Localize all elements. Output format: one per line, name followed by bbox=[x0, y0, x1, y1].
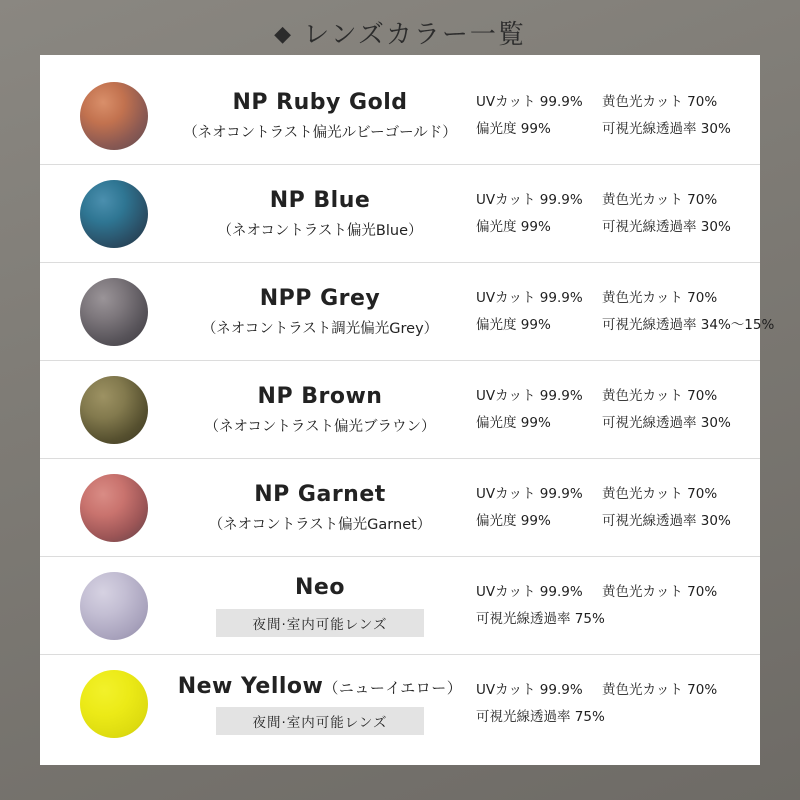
lens-name-jp: （ネオコントラスト偏光Blue） bbox=[217, 223, 423, 240]
lens-name-en: NP Blue bbox=[269, 187, 371, 213]
lens-color-swatch bbox=[80, 180, 148, 248]
spec-polarization: 偏光度 99% bbox=[476, 512, 551, 529]
spec-yellow-cut: 黄色光カット 70% bbox=[602, 93, 718, 110]
spec-uv: UVカット 99.9% bbox=[476, 191, 583, 208]
name-cell bbox=[170, 673, 470, 736]
swatch-cell bbox=[58, 278, 170, 346]
lens-color-swatch bbox=[80, 670, 148, 738]
lens-name-jp: （ネオコントラスト偏光Garnet） bbox=[208, 517, 432, 534]
spec-yellow-cut: 黄色光カット 70% bbox=[602, 583, 718, 600]
swatch-cell bbox=[58, 180, 170, 248]
diamond-icon: ◆ bbox=[274, 22, 294, 47]
table-row bbox=[40, 263, 775, 361]
spec-polarization: 偏光度 99% bbox=[476, 414, 551, 431]
spec-cell bbox=[470, 481, 746, 535]
spec-column-left bbox=[476, 383, 602, 437]
lens-color-swatch bbox=[80, 82, 148, 150]
swatch-cell bbox=[58, 670, 170, 738]
table-row bbox=[40, 165, 760, 263]
lens-color-swatch bbox=[80, 572, 148, 640]
lens-name-en: NPP Grey bbox=[259, 285, 381, 311]
lens-name-en: NP Garnet bbox=[254, 481, 386, 507]
spec-top-row bbox=[476, 677, 746, 704]
spec-column-right bbox=[602, 89, 746, 143]
spec-column-right bbox=[602, 383, 746, 437]
spec-cell bbox=[470, 187, 746, 241]
lens-color-swatch bbox=[80, 376, 148, 444]
spec-transmittance: 可視光線透過率 75% bbox=[476, 610, 605, 627]
name-cell bbox=[170, 187, 470, 241]
spec-wide bbox=[476, 677, 746, 731]
spec-uv: UVカット 99.9% bbox=[476, 682, 583, 698]
spec-uv: UVカット 99.9% bbox=[476, 93, 583, 110]
spec-cell bbox=[470, 579, 746, 633]
spec-column-right bbox=[602, 285, 774, 339]
lens-name-en-main: New Yellow bbox=[177, 673, 324, 699]
lens-color-swatch bbox=[80, 474, 148, 542]
spec-transmittance: 可視光線透過率 30% bbox=[602, 218, 731, 235]
page-title bbox=[0, 14, 800, 51]
table-row bbox=[40, 557, 760, 655]
lens-name-en: Neo bbox=[295, 575, 345, 601]
swatch-cell bbox=[58, 82, 170, 150]
swatch-cell bbox=[58, 376, 170, 444]
spec-transmittance: 可視光線透過率 30% bbox=[602, 512, 731, 529]
status-badge: 夜間·室内可能レンズ bbox=[216, 707, 423, 735]
name-cell bbox=[170, 481, 470, 535]
lens-color-swatch bbox=[80, 278, 148, 346]
spec-yellow-cut: 黄色光カット 70% bbox=[602, 289, 718, 306]
lens-name-en: NP Ruby Gold bbox=[232, 89, 408, 115]
status-badge: 夜間·室内可能レンズ bbox=[216, 609, 423, 637]
lens-name-jp: （ネオコントラスト偏光ルビーゴールド） bbox=[183, 125, 457, 142]
table-row bbox=[40, 459, 760, 557]
spec-uv: UVカット 99.9% bbox=[476, 583, 583, 600]
spec-yellow-cut: 黄色光カット 70% bbox=[602, 485, 718, 502]
lens-name-en-suffix: （ニューイエロー） bbox=[323, 678, 463, 697]
page-title-text: レンズカラー一覧 bbox=[303, 20, 526, 50]
spec-transmittance: 可視光線透過率 34%〜15% bbox=[602, 316, 775, 333]
spec-transmittance: 可視光線透過率 30% bbox=[602, 120, 731, 137]
spec-column-left bbox=[476, 481, 602, 535]
swatch-cell bbox=[58, 572, 170, 640]
swatch-cell bbox=[58, 474, 170, 542]
table-row bbox=[40, 361, 760, 459]
lens-color-card bbox=[40, 55, 775, 765]
spec-polarization: 偏光度 99% bbox=[476, 218, 551, 235]
spec-yellow-cut: 黄色光カット 70% bbox=[602, 191, 718, 208]
spec-cell bbox=[470, 285, 774, 339]
spec-cell bbox=[470, 383, 746, 437]
spec-cell bbox=[470, 677, 746, 731]
name-cell bbox=[170, 574, 470, 637]
lens-color-list bbox=[40, 55, 775, 753]
table-row bbox=[40, 655, 760, 753]
table-row bbox=[40, 67, 760, 165]
spec-column-right bbox=[602, 187, 746, 241]
lens-name-en: NP Brown bbox=[257, 383, 383, 409]
name-cell bbox=[170, 89, 470, 143]
spec-uv: UVカット 99.9% bbox=[476, 485, 583, 502]
spec-uv: UVカット 99.9% bbox=[476, 289, 583, 306]
spec-transmittance: 可視光線透過率 75% bbox=[476, 709, 605, 725]
lens-name-jp: （ネオコントラスト偏光ブラウン） bbox=[204, 419, 436, 436]
spec-yellow-cut: 黄色光カット 70% bbox=[602, 682, 718, 698]
spec-top-row bbox=[476, 579, 746, 606]
spec-polarization: 偏光度 99% bbox=[476, 120, 551, 137]
spec-column-left bbox=[476, 187, 602, 241]
spec-column-right bbox=[602, 481, 746, 535]
name-cell bbox=[170, 285, 470, 339]
name-cell bbox=[170, 383, 470, 437]
spec-column-left bbox=[476, 285, 602, 339]
lens-name-jp: （ネオコントラスト調光偏光Grey） bbox=[201, 321, 439, 338]
spec-cell bbox=[470, 89, 746, 143]
spec-uv: UVカット 99.9% bbox=[476, 387, 583, 404]
spec-column-left bbox=[476, 89, 602, 143]
spec-transmittance: 可視光線透過率 30% bbox=[602, 414, 731, 431]
spec-wide bbox=[476, 579, 746, 633]
spec-polarization: 偏光度 99% bbox=[476, 316, 551, 333]
spec-yellow-cut: 黄色光カット 70% bbox=[602, 387, 718, 404]
lens-name-en bbox=[170, 673, 470, 701]
